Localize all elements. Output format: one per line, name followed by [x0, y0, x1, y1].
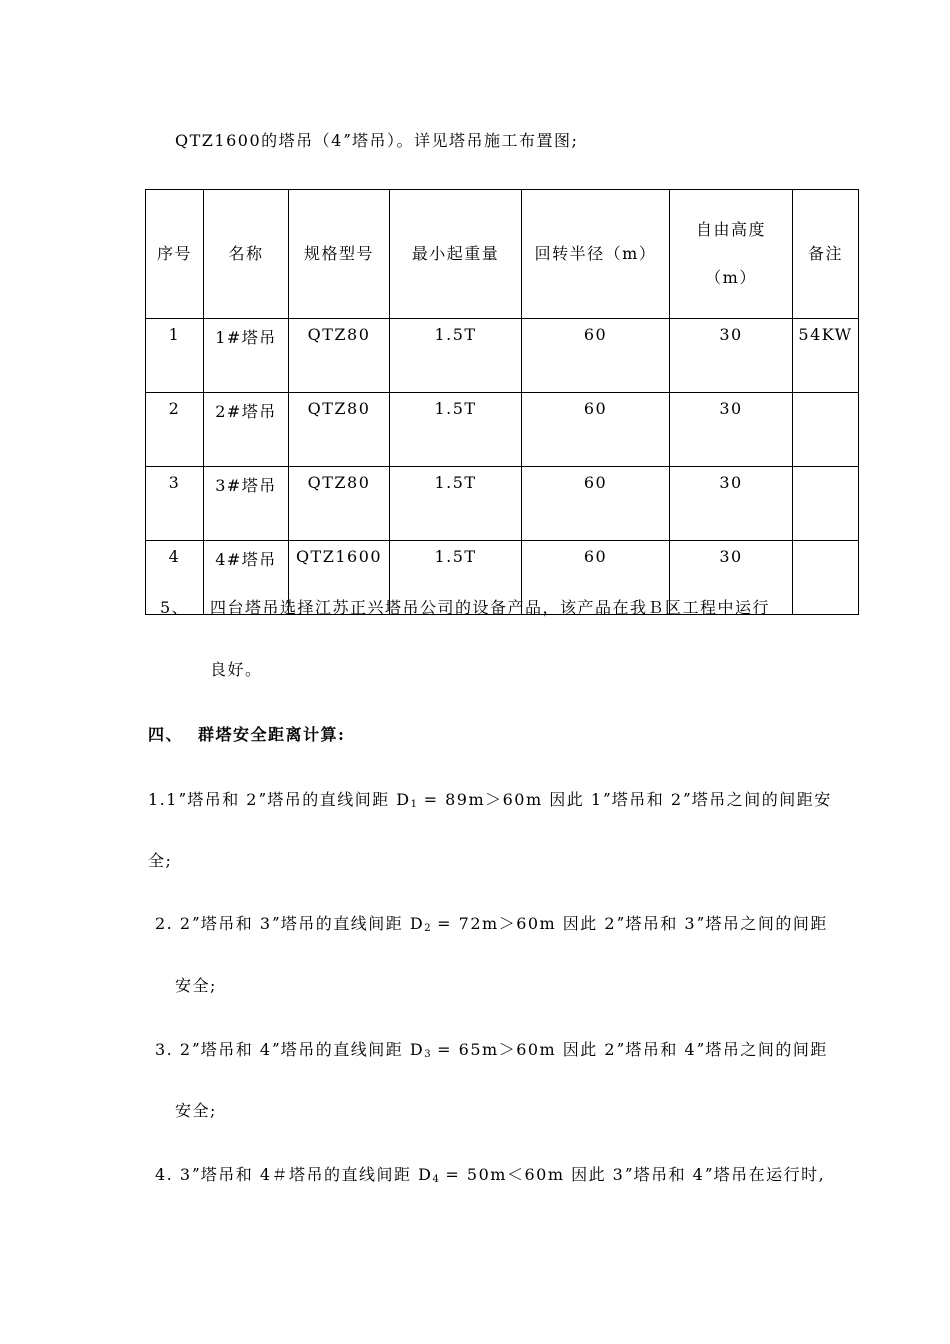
header-free-height-unit: （m） [705, 268, 757, 287]
table-cell: 60 [522, 393, 670, 467]
table-cell: QTZ80 [289, 467, 390, 541]
item-5-line2: 良好。 [210, 660, 263, 679]
table-cell: 4#塔吊 [204, 541, 289, 615]
table-cell: 1#塔吊 [204, 319, 289, 393]
calc-3-cont: 安全; [175, 1101, 217, 1120]
header-cell: 规格型号 [289, 190, 390, 319]
calc-1-pre: 1.1ˮ塔吊和 2ˮ塔吊的直线间距 D [148, 790, 411, 809]
table-row [146, 467, 859, 541]
calc-4-pre: 4. 3ˮ塔吊和 4＃塔吊的直线间距 D [155, 1165, 433, 1184]
table-cell: 3#塔吊 [204, 467, 289, 541]
calc-1-cont: 全; [148, 851, 173, 870]
table-cell: 30 [670, 393, 793, 467]
table-row [146, 393, 859, 467]
table-cell: 1.5T [390, 541, 522, 615]
section-4-title: 群塔安全距离计算: [198, 725, 346, 744]
table-cell [793, 393, 859, 467]
table-cell: 1 [146, 319, 204, 393]
calc-2-post: = 72m＞60m 因此 2ˮ塔吊和 3ˮ塔吊之间的间距 [430, 914, 828, 933]
header-cell: 回转半径（m） [522, 190, 670, 319]
table-cell: 30 [670, 541, 793, 615]
table-cell: 30 [670, 467, 793, 541]
section-4-number: 四、 [148, 725, 184, 744]
item-5-line1: 四台塔吊选择江苏正兴塔吊公司的设备产品，该产品在我Ｂ区工程中运行 [210, 598, 771, 617]
header-cell: 备注 [793, 190, 859, 319]
calc-1-line [148, 790, 832, 815]
table-row [146, 319, 859, 393]
calc-1-post: = 89m＞60m 因此 1ˮ塔吊和 2ˮ塔吊之间的间距安 [417, 790, 832, 809]
intro-line: QTZ1600的塔吊（4ˮ塔吊）。详见塔吊施工布置图; [175, 131, 579, 150]
header-cell: 序号 [146, 190, 204, 319]
header-cell: 最小起重量 [390, 190, 522, 319]
table-cell: 4 [146, 541, 204, 615]
calc-2-line [155, 914, 828, 939]
calc-2-pre: 2. 2ˮ塔吊和 3ˮ塔吊的直线间距 D [155, 914, 425, 933]
calc-2-cont: 安全; [175, 976, 217, 995]
header-free-height: 自由高度 [695, 220, 766, 239]
table-cell: 60 [522, 541, 670, 615]
calc-3-sub: 3 [424, 1049, 431, 1060]
table-cell: QTZ1600 [289, 541, 390, 615]
calc-2-sub: 2 [424, 923, 431, 934]
table-cell: 3 [146, 467, 204, 541]
calc-4-post: = 50m＜60m 因此 3ˮ塔吊和 4ˮ塔吊在运行时, [438, 1165, 826, 1184]
table-cell [793, 467, 859, 541]
calc-4-line [155, 1165, 825, 1190]
table-cell: 60 [522, 467, 670, 541]
calc-3-line [155, 1040, 828, 1065]
item-5-number: 5、 [160, 598, 190, 617]
calc-1-sub: 1 [410, 799, 417, 810]
table-cell: 1.5T [390, 319, 522, 393]
header-cell [670, 190, 793, 319]
calc-3-pre: 3. 2ˮ塔吊和 4ˮ塔吊的直线间距 D [155, 1040, 425, 1059]
table-cell: QTZ80 [289, 319, 390, 393]
table-cell [793, 541, 859, 615]
table-cell: 1.5T [390, 467, 522, 541]
table-cell: 30 [670, 319, 793, 393]
table-cell: 2 [146, 393, 204, 467]
tower-crane-table [145, 189, 859, 615]
table-cell: 60 [522, 319, 670, 393]
table-cell: 1.5T [390, 393, 522, 467]
table-cell: QTZ80 [289, 393, 390, 467]
table-cell: 54KW [793, 319, 859, 393]
calc-4-sub: 4 [432, 1174, 439, 1185]
header-cell: 名称 [204, 190, 289, 319]
table-cell: 2#塔吊 [204, 393, 289, 467]
table-header-row [146, 190, 859, 319]
calc-3-post: = 65m＞60m 因此 2ˮ塔吊和 4ˮ塔吊之间的间距 [430, 1040, 828, 1059]
